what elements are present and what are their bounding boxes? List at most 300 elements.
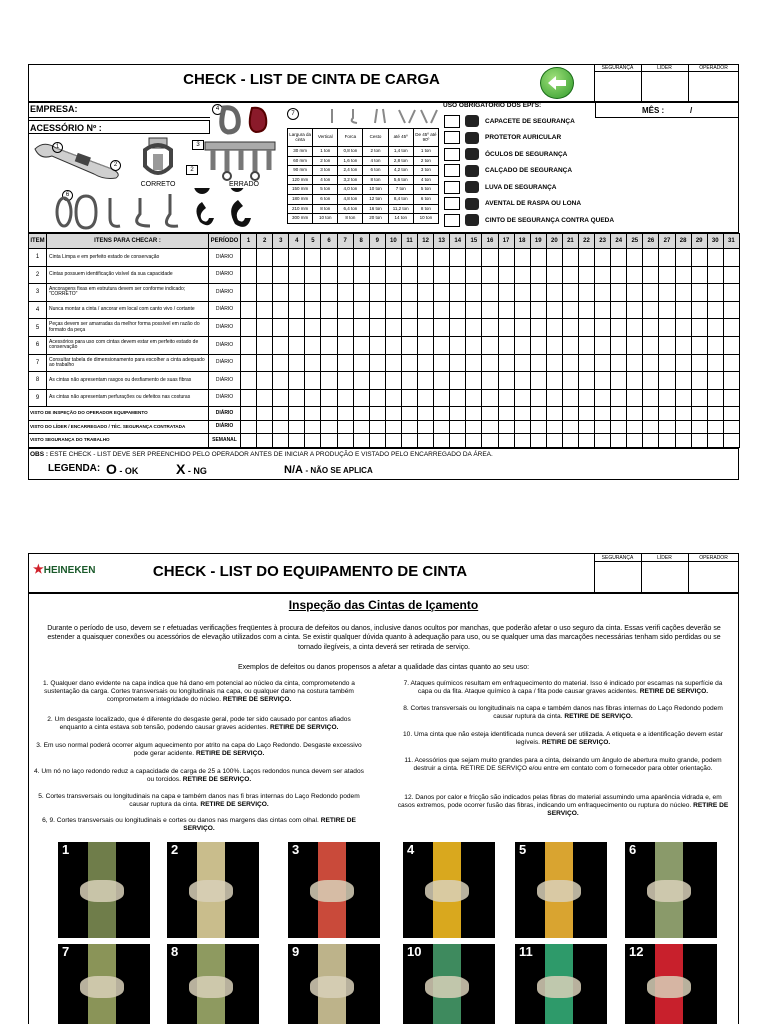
day-check-cell[interactable]	[289, 420, 305, 434]
day-check-cell[interactable]	[337, 434, 353, 448]
day-check-cell[interactable]	[514, 336, 530, 354]
day-check-cell[interactable]	[562, 407, 578, 421]
day-check-cell[interactable]	[450, 319, 466, 337]
day-check-cell[interactable]	[385, 336, 401, 354]
day-check-cell[interactable]	[321, 336, 337, 354]
day-check-cell[interactable]	[353, 249, 369, 267]
day-check-cell[interactable]	[562, 301, 578, 319]
day-check-cell[interactable]	[595, 249, 611, 267]
day-check-cell[interactable]	[482, 266, 498, 284]
day-check-cell[interactable]	[289, 319, 305, 337]
day-check-cell[interactable]	[466, 420, 482, 434]
day-check-cell[interactable]	[241, 284, 257, 302]
day-check-cell[interactable]	[707, 372, 723, 390]
day-check-cell[interactable]	[659, 266, 675, 284]
day-check-cell[interactable]	[482, 434, 498, 448]
day-check-cell[interactable]	[530, 266, 546, 284]
day-check-cell[interactable]	[257, 407, 273, 421]
day-check-cell[interactable]	[707, 266, 723, 284]
day-check-cell[interactable]	[723, 301, 739, 319]
day-check-cell[interactable]	[321, 407, 337, 421]
day-check-cell[interactable]	[595, 301, 611, 319]
day-check-cell[interactable]	[514, 372, 530, 390]
day-check-cell[interactable]	[289, 372, 305, 390]
day-check-cell[interactable]	[643, 354, 659, 372]
epi-checkbox[interactable]	[444, 197, 460, 210]
day-check-cell[interactable]	[530, 434, 546, 448]
day-check-cell[interactable]	[546, 284, 562, 302]
day-check-cell[interactable]	[337, 249, 353, 267]
day-check-cell[interactable]	[595, 420, 611, 434]
day-check-cell[interactable]	[707, 301, 723, 319]
day-check-cell[interactable]	[723, 284, 739, 302]
day-check-cell[interactable]	[273, 249, 289, 267]
day-check-cell[interactable]	[611, 249, 627, 267]
day-check-cell[interactable]	[723, 354, 739, 372]
day-check-cell[interactable]	[466, 336, 482, 354]
day-check-cell[interactable]	[401, 319, 417, 337]
day-check-cell[interactable]	[241, 266, 257, 284]
day-check-cell[interactable]	[466, 319, 482, 337]
day-check-cell[interactable]	[450, 284, 466, 302]
day-check-cell[interactable]	[514, 266, 530, 284]
day-check-cell[interactable]	[337, 319, 353, 337]
day-check-cell[interactable]	[627, 407, 643, 421]
epi-checkbox[interactable]	[444, 131, 460, 144]
day-check-cell[interactable]	[562, 266, 578, 284]
day-check-cell[interactable]	[578, 284, 594, 302]
day-check-cell[interactable]	[241, 249, 257, 267]
day-check-cell[interactable]	[418, 407, 434, 421]
day-check-cell[interactable]	[450, 372, 466, 390]
day-check-cell[interactable]	[257, 354, 273, 372]
day-check-cell[interactable]	[611, 372, 627, 390]
day-check-cell[interactable]	[482, 319, 498, 337]
day-check-cell[interactable]	[482, 249, 498, 267]
day-check-cell[interactable]	[514, 354, 530, 372]
day-check-cell[interactable]	[675, 354, 691, 372]
day-check-cell[interactable]	[321, 420, 337, 434]
day-check-cell[interactable]	[659, 407, 675, 421]
day-check-cell[interactable]	[385, 284, 401, 302]
day-check-cell[interactable]	[305, 434, 321, 448]
day-check-cell[interactable]	[434, 389, 450, 407]
day-check-cell[interactable]	[707, 420, 723, 434]
day-check-cell[interactable]	[498, 266, 514, 284]
day-check-cell[interactable]	[337, 301, 353, 319]
day-check-cell[interactable]	[530, 420, 546, 434]
day-check-cell[interactable]	[723, 372, 739, 390]
day-check-cell[interactable]	[643, 319, 659, 337]
day-check-cell[interactable]	[595, 434, 611, 448]
day-check-cell[interactable]	[530, 301, 546, 319]
day-check-cell[interactable]	[611, 301, 627, 319]
day-check-cell[interactable]	[289, 407, 305, 421]
back-arrow-icon[interactable]	[540, 67, 574, 99]
day-check-cell[interactable]	[257, 284, 273, 302]
day-check-cell[interactable]	[643, 284, 659, 302]
day-check-cell[interactable]	[562, 249, 578, 267]
day-check-cell[interactable]	[627, 389, 643, 407]
day-check-cell[interactable]	[562, 336, 578, 354]
day-check-cell[interactable]	[530, 249, 546, 267]
day-check-cell[interactable]	[241, 420, 257, 434]
day-check-cell[interactable]	[643, 420, 659, 434]
day-check-cell[interactable]	[611, 319, 627, 337]
day-check-cell[interactable]	[305, 301, 321, 319]
day-check-cell[interactable]	[595, 407, 611, 421]
day-check-cell[interactable]	[546, 407, 562, 421]
day-check-cell[interactable]	[385, 249, 401, 267]
day-check-cell[interactable]	[675, 319, 691, 337]
day-check-cell[interactable]	[434, 336, 450, 354]
day-check-cell[interactable]	[659, 336, 675, 354]
day-check-cell[interactable]	[466, 284, 482, 302]
day-check-cell[interactable]	[273, 336, 289, 354]
day-check-cell[interactable]	[337, 420, 353, 434]
day-check-cell[interactable]	[530, 372, 546, 390]
day-check-cell[interactable]	[289, 434, 305, 448]
day-check-cell[interactable]	[401, 407, 417, 421]
day-check-cell[interactable]	[337, 284, 353, 302]
day-check-cell[interactable]	[353, 319, 369, 337]
day-check-cell[interactable]	[578, 389, 594, 407]
day-check-cell[interactable]	[578, 354, 594, 372]
day-check-cell[interactable]	[241, 301, 257, 319]
day-check-cell[interactable]	[514, 420, 530, 434]
day-check-cell[interactable]	[337, 389, 353, 407]
day-check-cell[interactable]	[675, 420, 691, 434]
day-check-cell[interactable]	[691, 434, 707, 448]
day-check-cell[interactable]	[627, 372, 643, 390]
day-check-cell[interactable]	[385, 372, 401, 390]
day-check-cell[interactable]	[578, 407, 594, 421]
day-check-cell[interactable]	[546, 301, 562, 319]
day-check-cell[interactable]	[418, 354, 434, 372]
day-check-cell[interactable]	[595, 372, 611, 390]
day-check-cell[interactable]	[401, 249, 417, 267]
day-check-cell[interactable]	[514, 434, 530, 448]
day-check-cell[interactable]	[385, 407, 401, 421]
day-check-cell[interactable]	[675, 434, 691, 448]
day-check-cell[interactable]	[482, 336, 498, 354]
day-check-cell[interactable]	[257, 301, 273, 319]
day-check-cell[interactable]	[450, 249, 466, 267]
day-check-cell[interactable]	[450, 336, 466, 354]
day-check-cell[interactable]	[643, 434, 659, 448]
day-check-cell[interactable]	[498, 336, 514, 354]
day-check-cell[interactable]	[257, 319, 273, 337]
day-check-cell[interactable]	[627, 336, 643, 354]
day-check-cell[interactable]	[401, 266, 417, 284]
day-check-cell[interactable]	[627, 266, 643, 284]
day-check-cell[interactable]	[289, 284, 305, 302]
day-check-cell[interactable]	[562, 372, 578, 390]
day-check-cell[interactable]	[659, 301, 675, 319]
day-check-cell[interactable]	[659, 389, 675, 407]
day-check-cell[interactable]	[466, 407, 482, 421]
day-check-cell[interactable]	[273, 354, 289, 372]
day-check-cell[interactable]	[241, 407, 257, 421]
day-check-cell[interactable]	[337, 372, 353, 390]
day-check-cell[interactable]	[321, 434, 337, 448]
day-check-cell[interactable]	[627, 284, 643, 302]
day-check-cell[interactable]	[418, 372, 434, 390]
day-check-cell[interactable]	[707, 354, 723, 372]
day-check-cell[interactable]	[369, 266, 385, 284]
empresa-field[interactable]	[28, 117, 210, 118]
day-check-cell[interactable]	[514, 284, 530, 302]
day-check-cell[interactable]	[514, 301, 530, 319]
day-check-cell[interactable]	[401, 372, 417, 390]
day-check-cell[interactable]	[659, 354, 675, 372]
day-check-cell[interactable]	[418, 319, 434, 337]
day-check-cell[interactable]	[353, 336, 369, 354]
day-check-cell[interactable]	[707, 284, 723, 302]
day-check-cell[interactable]	[385, 389, 401, 407]
day-check-cell[interactable]	[401, 336, 417, 354]
day-check-cell[interactable]	[530, 407, 546, 421]
day-check-cell[interactable]	[434, 249, 450, 267]
day-check-cell[interactable]	[305, 336, 321, 354]
day-check-cell[interactable]	[482, 420, 498, 434]
day-check-cell[interactable]	[321, 249, 337, 267]
day-check-cell[interactable]	[498, 249, 514, 267]
day-check-cell[interactable]	[434, 354, 450, 372]
day-check-cell[interactable]	[466, 372, 482, 390]
day-check-cell[interactable]	[273, 319, 289, 337]
day-check-cell[interactable]	[707, 319, 723, 337]
day-check-cell[interactable]	[723, 389, 739, 407]
day-check-cell[interactable]	[659, 420, 675, 434]
day-check-cell[interactable]	[450, 407, 466, 421]
day-check-cell[interactable]	[401, 420, 417, 434]
day-check-cell[interactable]	[337, 354, 353, 372]
day-check-cell[interactable]	[305, 249, 321, 267]
day-check-cell[interactable]	[482, 389, 498, 407]
day-check-cell[interactable]	[707, 407, 723, 421]
day-check-cell[interactable]	[530, 336, 546, 354]
day-check-cell[interactable]	[257, 372, 273, 390]
day-check-cell[interactable]	[611, 420, 627, 434]
day-check-cell[interactable]	[498, 301, 514, 319]
day-check-cell[interactable]	[353, 420, 369, 434]
day-check-cell[interactable]	[482, 372, 498, 390]
day-check-cell[interactable]	[369, 319, 385, 337]
day-check-cell[interactable]	[369, 372, 385, 390]
day-check-cell[interactable]	[434, 372, 450, 390]
epi-checkbox[interactable]	[444, 115, 460, 128]
day-check-cell[interactable]	[385, 319, 401, 337]
day-check-cell[interactable]	[498, 420, 514, 434]
day-check-cell[interactable]	[611, 389, 627, 407]
day-check-cell[interactable]	[337, 407, 353, 421]
day-check-cell[interactable]	[643, 407, 659, 421]
epi-checkbox[interactable]	[444, 181, 460, 194]
day-check-cell[interactable]	[595, 266, 611, 284]
day-check-cell[interactable]	[418, 284, 434, 302]
day-check-cell[interactable]	[305, 319, 321, 337]
day-check-cell[interactable]	[466, 434, 482, 448]
day-check-cell[interactable]	[578, 372, 594, 390]
day-check-cell[interactable]	[498, 389, 514, 407]
day-check-cell[interactable]	[707, 389, 723, 407]
day-check-cell[interactable]	[353, 407, 369, 421]
day-check-cell[interactable]	[434, 266, 450, 284]
epi-checkbox[interactable]	[444, 214, 460, 227]
day-check-cell[interactable]	[369, 336, 385, 354]
day-check-cell[interactable]	[401, 389, 417, 407]
day-check-cell[interactable]	[289, 301, 305, 319]
day-check-cell[interactable]	[369, 420, 385, 434]
day-check-cell[interactable]	[321, 284, 337, 302]
day-check-cell[interactable]	[643, 336, 659, 354]
day-check-cell[interactable]	[401, 434, 417, 448]
day-check-cell[interactable]	[321, 301, 337, 319]
day-check-cell[interactable]	[273, 372, 289, 390]
day-check-cell[interactable]	[578, 420, 594, 434]
day-check-cell[interactable]	[562, 389, 578, 407]
day-check-cell[interactable]	[562, 319, 578, 337]
day-check-cell[interactable]	[643, 301, 659, 319]
day-check-cell[interactable]	[369, 434, 385, 448]
day-check-cell[interactable]	[418, 434, 434, 448]
day-check-cell[interactable]	[546, 389, 562, 407]
day-check-cell[interactable]	[643, 389, 659, 407]
day-check-cell[interactable]	[546, 372, 562, 390]
day-check-cell[interactable]	[691, 266, 707, 284]
day-check-cell[interactable]	[241, 389, 257, 407]
day-check-cell[interactable]	[450, 354, 466, 372]
day-check-cell[interactable]	[353, 389, 369, 407]
day-check-cell[interactable]	[627, 319, 643, 337]
day-check-cell[interactable]	[401, 354, 417, 372]
day-check-cell[interactable]	[611, 284, 627, 302]
day-check-cell[interactable]	[466, 389, 482, 407]
day-check-cell[interactable]	[675, 389, 691, 407]
day-check-cell[interactable]	[385, 434, 401, 448]
day-check-cell[interactable]	[305, 420, 321, 434]
day-check-cell[interactable]	[273, 301, 289, 319]
day-check-cell[interactable]	[578, 319, 594, 337]
day-check-cell[interactable]	[546, 354, 562, 372]
day-check-cell[interactable]	[289, 354, 305, 372]
day-check-cell[interactable]	[482, 354, 498, 372]
day-check-cell[interactable]	[482, 301, 498, 319]
day-check-cell[interactable]	[707, 336, 723, 354]
day-check-cell[interactable]	[418, 249, 434, 267]
day-check-cell[interactable]	[369, 301, 385, 319]
day-check-cell[interactable]	[369, 354, 385, 372]
day-check-cell[interactable]	[401, 301, 417, 319]
day-check-cell[interactable]	[241, 354, 257, 372]
day-check-cell[interactable]	[289, 249, 305, 267]
day-check-cell[interactable]	[418, 420, 434, 434]
day-check-cell[interactable]	[498, 407, 514, 421]
day-check-cell[interactable]	[691, 372, 707, 390]
day-check-cell[interactable]	[627, 249, 643, 267]
day-check-cell[interactable]	[627, 354, 643, 372]
day-check-cell[interactable]	[257, 434, 273, 448]
day-check-cell[interactable]	[321, 372, 337, 390]
day-check-cell[interactable]	[450, 389, 466, 407]
epi-checkbox[interactable]	[444, 164, 460, 177]
day-check-cell[interactable]	[337, 336, 353, 354]
day-check-cell[interactable]	[530, 319, 546, 337]
day-check-cell[interactable]	[691, 354, 707, 372]
day-check-cell[interactable]	[289, 389, 305, 407]
day-check-cell[interactable]	[595, 336, 611, 354]
day-check-cell[interactable]	[434, 407, 450, 421]
day-check-cell[interactable]	[401, 284, 417, 302]
day-check-cell[interactable]	[562, 434, 578, 448]
day-check-cell[interactable]	[353, 434, 369, 448]
day-check-cell[interactable]	[723, 434, 739, 448]
day-check-cell[interactable]	[273, 389, 289, 407]
day-check-cell[interactable]	[659, 319, 675, 337]
day-check-cell[interactable]	[257, 336, 273, 354]
day-check-cell[interactable]	[273, 284, 289, 302]
day-check-cell[interactable]	[675, 266, 691, 284]
day-check-cell[interactable]	[611, 434, 627, 448]
day-check-cell[interactable]	[578, 336, 594, 354]
day-check-cell[interactable]	[434, 301, 450, 319]
day-check-cell[interactable]	[514, 319, 530, 337]
day-check-cell[interactable]	[691, 249, 707, 267]
day-check-cell[interactable]	[418, 336, 434, 354]
day-check-cell[interactable]	[530, 284, 546, 302]
day-check-cell[interactable]	[675, 372, 691, 390]
day-check-cell[interactable]	[450, 420, 466, 434]
day-check-cell[interactable]	[723, 266, 739, 284]
day-check-cell[interactable]	[273, 420, 289, 434]
day-check-cell[interactable]	[369, 407, 385, 421]
day-check-cell[interactable]	[353, 372, 369, 390]
day-check-cell[interactable]	[595, 389, 611, 407]
day-check-cell[interactable]	[578, 249, 594, 267]
day-check-cell[interactable]	[530, 389, 546, 407]
day-check-cell[interactable]	[562, 420, 578, 434]
day-check-cell[interactable]	[595, 319, 611, 337]
day-check-cell[interactable]	[289, 266, 305, 284]
day-check-cell[interactable]	[659, 372, 675, 390]
day-check-cell[interactable]	[385, 266, 401, 284]
day-check-cell[interactable]	[675, 336, 691, 354]
day-check-cell[interactable]	[659, 434, 675, 448]
day-check-cell[interactable]	[723, 249, 739, 267]
day-check-cell[interactable]	[305, 372, 321, 390]
day-check-cell[interactable]	[546, 319, 562, 337]
day-check-cell[interactable]	[643, 266, 659, 284]
day-check-cell[interactable]	[546, 420, 562, 434]
day-check-cell[interactable]	[321, 319, 337, 337]
day-check-cell[interactable]	[241, 319, 257, 337]
day-check-cell[interactable]	[257, 389, 273, 407]
day-check-cell[interactable]	[466, 301, 482, 319]
day-check-cell[interactable]	[466, 354, 482, 372]
day-check-cell[interactable]	[691, 301, 707, 319]
day-check-cell[interactable]	[450, 434, 466, 448]
day-check-cell[interactable]	[385, 354, 401, 372]
day-check-cell[interactable]	[434, 284, 450, 302]
day-check-cell[interactable]	[385, 420, 401, 434]
day-check-cell[interactable]	[321, 354, 337, 372]
day-check-cell[interactable]	[691, 284, 707, 302]
day-check-cell[interactable]	[643, 372, 659, 390]
day-check-cell[interactable]	[659, 249, 675, 267]
day-check-cell[interactable]	[498, 284, 514, 302]
day-check-cell[interactable]	[305, 407, 321, 421]
